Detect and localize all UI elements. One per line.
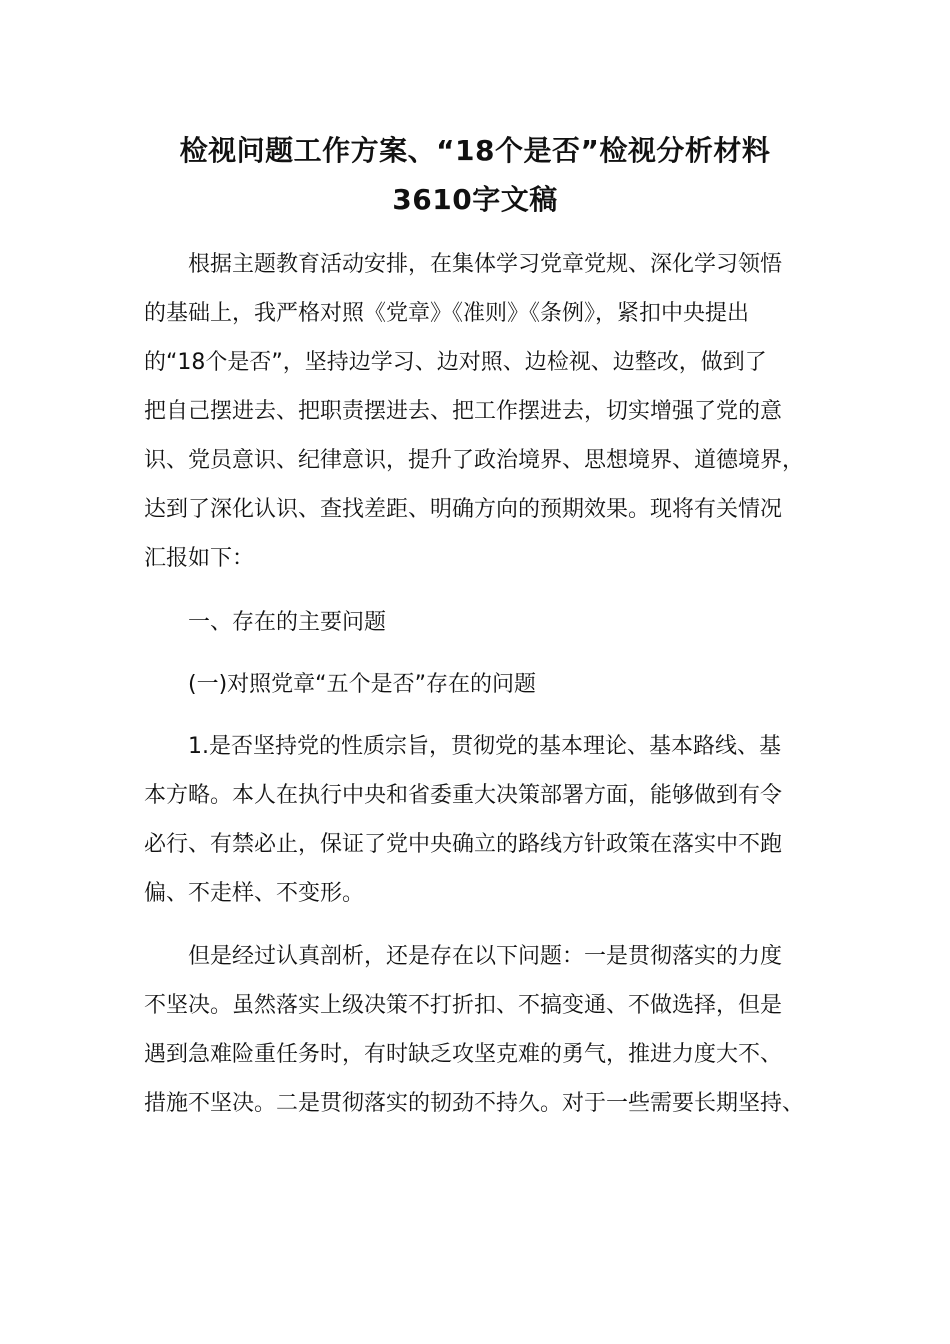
paragraph-analysis [144, 932, 824, 1128]
paragraph-line: 识、党员意识、纪律意识，提升了政治境界、思想境界、道德境界， [144, 448, 805, 473]
paragraph-line: 1.是否坚持党的性质宗旨，贯彻党的基本理论、基本路线、基 [188, 734, 781, 759]
document-title-line2: 3610字文稿 [392, 183, 558, 216]
document-title-line1: 检视问题工作方案、“18个是否”检视分析材料 [179, 134, 771, 167]
subsection-heading [144, 660, 824, 709]
paragraph-line: 不坚决。虽然落实上级决策不打折扣、不搞变通、不做选择，但是 [144, 993, 783, 1018]
paragraph-line: 的基础上，我严格对照《党章》《准则》《条例》，紧扣中央提出 [144, 301, 750, 326]
paragraph-line: 遇到急难险重任务时，有时缺乏攻坚克难的勇气，推进力度大不、 [144, 1042, 783, 1067]
heading-text: (一)对照党章“五个是否”存在的问题 [188, 672, 536, 697]
paragraph-line: 把自己摆进去、把职责摆进去、把工作摆进去，切实增强了党的意 [144, 399, 783, 424]
paragraph-intro [144, 240, 824, 583]
paragraph-line: 但是经过认真剖析，还是存在以下问题：一是贯彻落实的力度 [188, 944, 783, 969]
paragraph-line: 的“18个是否”，坚持边学习、边对照、边检视、边整改，做到了 [144, 350, 767, 375]
heading-text: 一、存在的主要问题 [188, 610, 387, 635]
paragraph-item-1 [144, 722, 824, 918]
paragraph-line: 汇报如下： [144, 546, 255, 571]
paragraph-line: 偏、不走样、不变形。 [144, 881, 365, 906]
section-heading [144, 598, 824, 647]
paragraph-line: 本方略。本人在执行中央和省委重大决策部署方面，能够做到有令 [144, 783, 783, 808]
paragraph-line: 根据主题教育活动安排，在集体学习党章党规、深化学习领悟 [188, 252, 783, 277]
paragraph-line: 措施不坚决。二是贯彻落实的韧劲不持久。对于一些需要长期坚持、 [144, 1091, 805, 1116]
paragraph-line: 达到了深化认识、查找差距、明确方向的预期效果。现将有关情况 [144, 497, 783, 522]
paragraph-line: 必行、有禁必止，保证了党中央确立的路线方针政策在落实中不跑 [144, 832, 783, 857]
